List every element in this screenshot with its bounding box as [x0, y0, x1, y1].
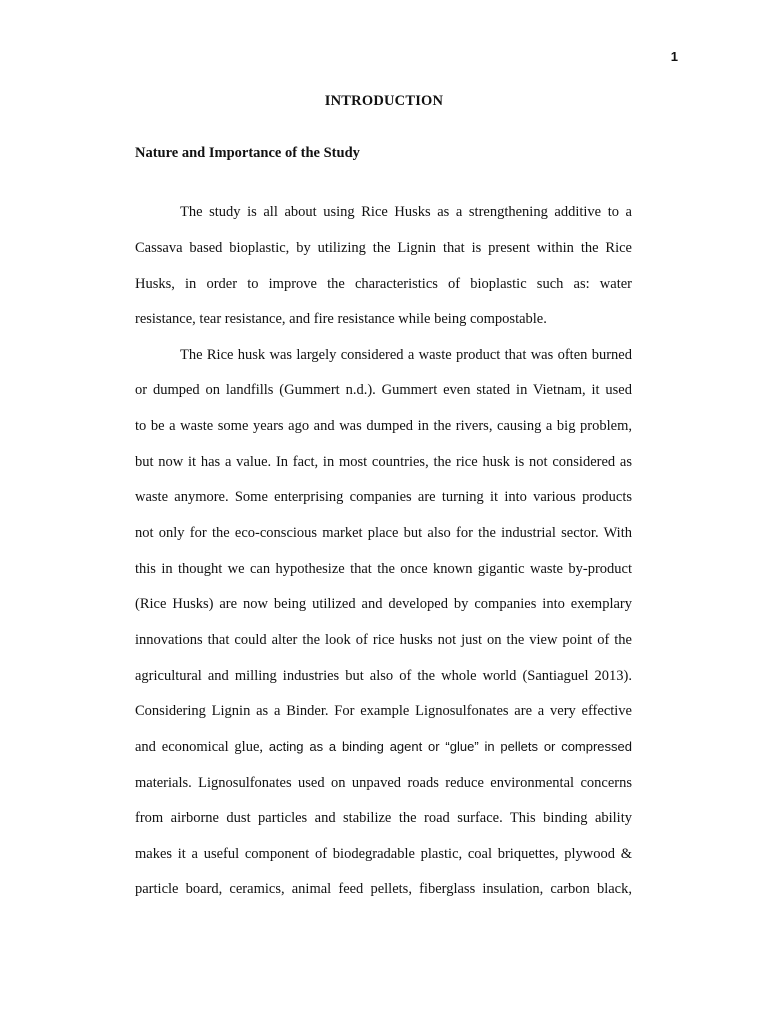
paragraph-line: resistance, tear resistance, and fire resistance while being compostable.	[135, 311, 547, 327]
paragraph-line: Husks, in order to improve the characteristics of bioplastic such as: water	[135, 276, 632, 292]
sans-text-segment: acting as a binding agent or “glue” in pellets or compressed	[263, 739, 633, 754]
paragraph-line: to be a waste some years ago and was dumped in the rivers, causing a big problem,	[135, 418, 632, 434]
paragraph-line: Considering Lignin as a Binder. For example Lignosulfonates are a very effective	[135, 703, 632, 719]
section-heading: Nature and Importance of the Study	[135, 145, 360, 161]
page-number: 1	[670, 49, 678, 64]
paragraph-line: makes it a useful component of biodegradable plastic, coal briquettes, plywood &	[135, 846, 632, 862]
page-title: INTRODUCTION	[324, 93, 444, 109]
paragraph-line: Cassava based bioplastic, by utilizing the Lignin that is present within the Rice	[135, 240, 632, 256]
paragraph-line: or dumped on landfills (Gummert n.d.). Gummert even stated in Vietnam, it used	[135, 382, 632, 398]
paragraph-line: this in thought we can hypothesize that the once known gigantic waste by-product	[135, 561, 632, 577]
serif-text-segment: and economical glue,	[135, 739, 264, 755]
paragraph-line: waste anymore. Some enterprising companies are turning it into various products	[135, 489, 632, 505]
paragraph-line: The Rice husk was largely considered a waste product that was often burned	[180, 347, 632, 363]
paragraph-line-mixed-font	[135, 738, 632, 756]
paragraph-line: (Rice Husks) are now being utilized and developed by companies into exemplary	[135, 596, 632, 612]
paragraph-line: from airborne dust particles and stabilize the road surface. This binding ability	[135, 810, 632, 826]
paragraph-line: particle board, ceramics, animal feed pellets, fiberglass insulation, carbon black,	[135, 881, 632, 897]
paragraph-line: not only for the eco-conscious market place but also for the industrial sector. With	[135, 525, 632, 541]
paragraph-line: agricultural and milling industries but also of the whole world (Santiaguel 2013).	[135, 668, 632, 684]
paragraph-line: innovations that could alter the look of rice husks not just on the view point of the	[135, 632, 632, 648]
paragraph-line: The study is all about using Rice Husks as a strengthening additive to a	[180, 204, 632, 220]
paragraph-line: materials. Lignosulfonates used on unpaved roads reduce environmental concerns	[135, 775, 632, 791]
paragraph-line: but now it has a value. In fact, in most countries, the rice husk is not considered as	[135, 454, 632, 470]
